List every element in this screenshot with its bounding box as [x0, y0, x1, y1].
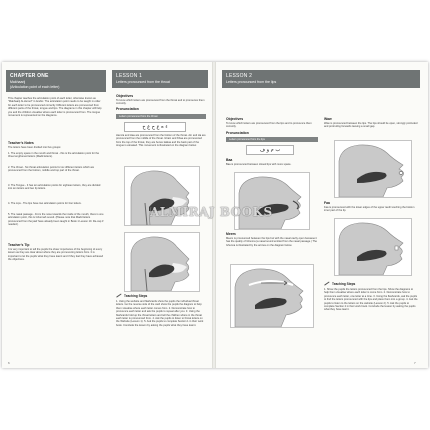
- waw-text: Waw is pronounced between the lips. The lips should be open, strongly protruded and protruding forwards leaving a small gap.: [324, 122, 418, 129]
- lesson2-teaching-steps-heading: [324, 282, 355, 286]
- lesson1-arabic-letters: ء ه ع ح غ خ: [124, 122, 186, 132]
- faa-diagram: [334, 218, 412, 276]
- nasal-profile-icon: [231, 265, 313, 327]
- chapter-intro: This chapter teaches the articulation point of each letter, otherwise known as "Makhaarij Al-Huroof" in Arabic. The articulation point needs to be taught in order for each letter to be pronounced correctly. Different letters are pronounced from different parts of the throat, tongue and lips. The diagrams in this chapter will help you and the children visualise where each letter is pronounced from. The tongue movement is represented on the diagrams.: [8, 97, 102, 118]
- meem-heading: Meem: [226, 232, 236, 236]
- lesson2-objectives-heading: Objectives: [226, 117, 244, 121]
- meem-text: Meem is pronounced between the lips but with the nasal cavity open because it has the quality of Ghunna (a nasal sound emitted from the nasal passage.) The Ghunna is illustrated by the arrows on the diagram below.: [226, 237, 317, 247]
- lesson1-steps: 1. Using the website and flashcards show the pupils the individual throat letters. Go the reverse side of the card show the pupils the diagram to help them visualise where each letter comes from. 2. Demonstrate how to pronounce each letter and ask the pupils to repeat after you. 3. Using the flashcards hold up the throat letters and tell the children where in the throat each letter is pronounced from. 4. Ask the pupils to listen to throat letters on the Website (Lesson 1). 5. Ask the pupils to complete Section 1 in their work book. Conclude the lesson by asking the pupils what they have learnt.: [116, 300, 204, 327]
- lesson2-teaching-steps-label: Teaching Steps: [332, 282, 356, 286]
- chapter-title: CHAPTER ONE: [10, 73, 49, 79]
- page-number-left: 6: [8, 361, 10, 365]
- baa-diagram: [234, 172, 310, 230]
- note-item: 2. The throat - Six throat articulation points for six different letters which are pronounced from the bottom, middle and top part of the throat.: [8, 166, 95, 173]
- teachers-tip-text: It is very important to tell the pupils the sheer importance of the beginning of every lesson as they are clear about where they are pronouncing letters from. It is important to let the pupils what they have learnt and if they feel they have achieved the objectives.: [8, 248, 104, 262]
- lesson2-steps: 1. Show the pupils the letters pronounced from the lips. Show the diagrams to help them visualise where each letter is come from. 2. Demonstrate how to pronounce each letter, one letter at a time. 3. Using the flashcards, ask the pupils to find the letters pronounced with the lips and place them into a group. 4. Ask the pupils to listen to the letters on the website (Lesson 2). 5. Ask the pupils to complete Section 2 in their work book. Conclude the lesson by asking the pupils what they have learnt.: [324, 288, 418, 312]
- pencil-icon: [324, 282, 330, 287]
- lesson1-banner: [112, 70, 208, 88]
- lesson1-title: LESSON 1: [116, 73, 143, 79]
- chapter-subtitle: Makhaarij: [10, 80, 26, 84]
- lesson1-pronunciation-heading: Pronunciation: [116, 107, 139, 111]
- baa-heading: Baa: [226, 158, 233, 162]
- lesson1-letters-bar: Letters pronounced from the throat: [116, 114, 206, 119]
- waw-heading: Waw: [324, 117, 332, 121]
- lips-profile-icon: [335, 141, 411, 197]
- lesson2-banner: [222, 70, 420, 88]
- note-item: 3. The Tongue - It has ten articulation points for eighteen letters, they are divided into ten letters and two lip letters.: [8, 184, 101, 191]
- faa-heading: Faa: [324, 201, 330, 205]
- lesson1-subtitle: Letters pronounced from the throat: [116, 80, 170, 84]
- lesson2-letters-bar: Letters pronounced from the lips: [226, 137, 318, 142]
- head-profile-icon: [125, 233, 199, 291]
- note-item: 5. The nasal passage - From the nose towards the inside of the mouth, there is one articulation point, this is Ghunnah sound. (Please note that Madd letters pronounced from the jawf have already been taught in Book 1 Lesson 10. Re-cap if needed.): [8, 213, 104, 227]
- lesson2-pronunciation-heading: Pronunciation: [226, 131, 249, 135]
- pencil-icon: [116, 294, 122, 299]
- teachers-tip-heading: Teacher's Tip: [8, 243, 30, 247]
- lesson2-arabic-letters: ب م و ف: [246, 145, 294, 155]
- lesson1-teaching-steps-heading: [116, 294, 147, 298]
- teachers-notes-heading: Teacher's Notes: [8, 141, 34, 145]
- lesson1-objectives: To know which letters are pronounced from the throat and to pronounce them correctly.: [116, 99, 205, 106]
- lesson2-objectives: To know which letters are pronounced from the lips and to pronounce them correctly.: [226, 122, 312, 129]
- note-item: 1. The empty space in the mouth and throat - this is the articulation point for the three lengthened letters (Madd letters).: [8, 152, 100, 159]
- throat-diagram: [124, 232, 200, 292]
- lesson2-title: LESSON 2: [226, 73, 253, 79]
- page-number-right: 7: [414, 361, 416, 365]
- note-item: 4. The Lips - The lips have two articulation points for four letters.: [8, 202, 82, 205]
- lesson1-objectives-heading: Objectives: [116, 94, 134, 98]
- baa-text: Baa is pronounced between closed lips with more space.: [226, 163, 292, 166]
- chapter-banner: [6, 70, 106, 92]
- faa-text: Faa is pronounced with the lower edges of the upper teeth touching the bottom inner part of the lip.: [324, 206, 415, 213]
- lesson2-subtitle: Letters pronounced from the lips: [226, 80, 277, 84]
- lesson1-teaching-steps-label: Teaching Steps: [124, 294, 148, 298]
- teeth-lip-profile-icon: [335, 219, 411, 275]
- meem-diagram: [230, 264, 314, 328]
- lesson1-body: Hamza and Haa are pronounced from the bottom of the throat. Ain and Ha are pronounced from the middle of the throat. Ghain and Khaa are pronounced from the top of the throat, they are hence lakkas and the back part of the tongue is elevated. This movement is illustrated on the diagram below.: [116, 134, 206, 148]
- waw-diagram: [334, 140, 412, 198]
- chapter-subtitle-2: (Articulation point of each letter): [10, 84, 60, 89]
- teachers-notes-intro: The letters have been divided into five groups:: [8, 146, 62, 149]
- lips-profile-icon: [235, 173, 309, 229]
- watermark: ALMIRAJ BOOKS: [150, 205, 273, 219]
